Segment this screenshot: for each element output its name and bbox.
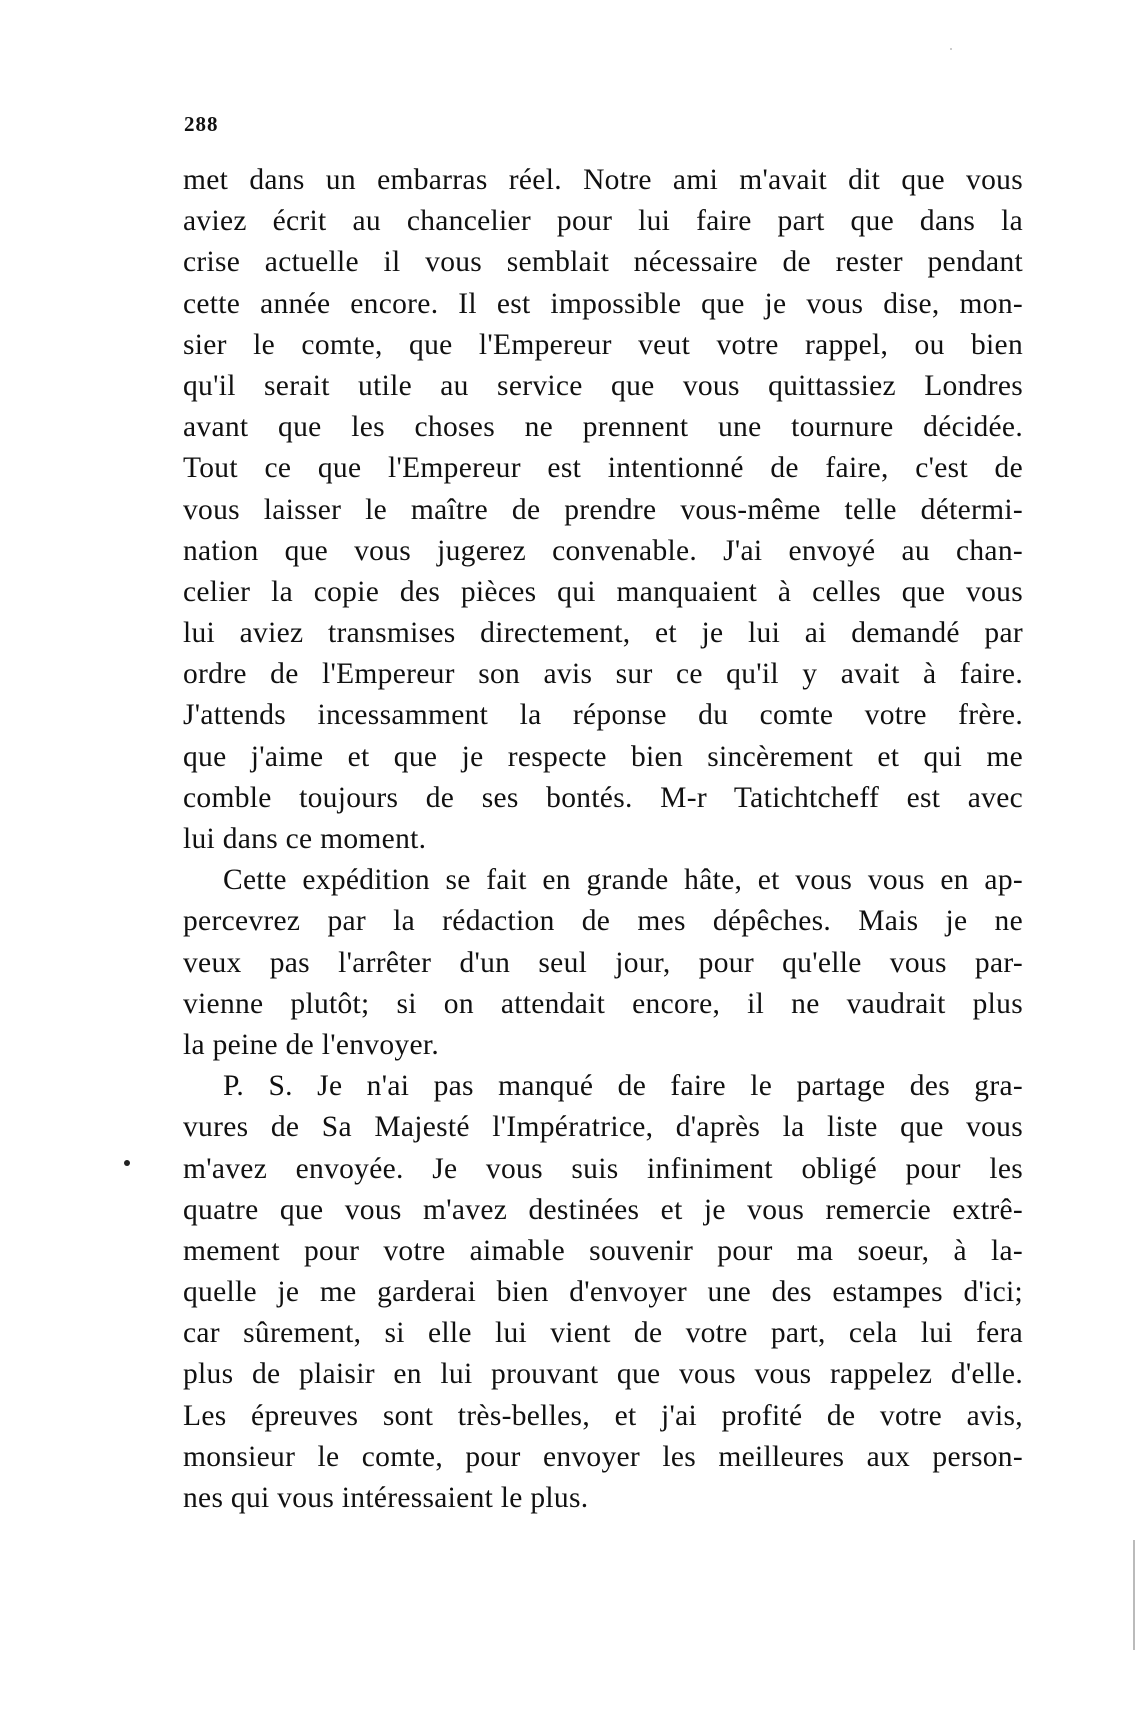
text-line: plus de plaisir en lui prouvant que vous vous rappelez d'elle. [183,1358,1023,1391]
text-line: met dans un embarras réel. Notre ami m'avait dit que vous [183,164,1023,196]
text-line: aviez écrit au chancelier pour lui faire part que dans la [183,205,1023,238]
text-line: veux pas l'arrêter d'un seul jour, pour qu'elle vous par- [183,946,1023,979]
text-line: lui aviez transmises directement, et je lui ai demandé par [183,617,1023,650]
text-line: quelle je me garderai bien d'envoyer une des estampes d'ici; [183,1276,1023,1309]
scan-edge-line [1133,1540,1135,1650]
text-line: que j'aime et que je respecte bien sincèrement et qui me [183,740,1023,773]
text-line: vures de Sa Majesté l'Impératrice, d'après la liste que vous [183,1111,1023,1144]
text-line: Cette expédition se fait en grande hâte, et vous vous en ap- [223,864,1023,897]
body-text [183,160,1023,1519]
page-number: 288 [184,112,219,136]
text-line: J'attends incessamment la réponse du comte votre frère. [183,699,1023,732]
text-line: qu'il serait utile au service que vous quittassiez Londres [183,369,1023,402]
text-line: P. S. Je n'ai pas manqué de faire le partage des gra- [223,1070,1023,1103]
text-line: la peine de l'envoyer. [183,1028,440,1061]
text-line: quatre que vous m'avez destinées et je vous remercie extrê- [183,1193,1023,1226]
text-line: car sûrement, si elle lui vient de votre part, cela lui fera [183,1317,1023,1350]
text-line: lui dans ce moment. [183,823,427,855]
text-line: vous laisser le maître de prendre vous-même telle détermi- [183,493,1023,526]
text-line: mement pour votre aimable souvenir pour ma soeur, à la- [183,1234,1023,1267]
scan-speck [950,48,952,50]
text-line: nation que vous jugerez convenable. J'ai envoyé au chan- [183,534,1023,567]
text-line: nes qui vous intéressaient le plus. [183,1482,589,1514]
text-line: ordre de l'Empereur son avis sur ce qu'il y avait à faire. [183,658,1023,691]
text-line: Les épreuves sont très-belles, et j'ai profité de votre avis, [183,1399,1023,1432]
text-line: percevrez par la rédaction de mes dépêches. Mais je ne [183,905,1023,938]
text-line: comble toujours de ses bontés. M-r Tatichtcheff est avec [183,781,1023,814]
text-line: cette année encore. Il est impossible que je vous dise, mon- [183,287,1023,320]
text-line: Tout ce que l'Empereur est intentionné de faire, c'est de [183,452,1023,485]
text-line: m'avez envoyée. Je vous suis infiniment obligé pour les [183,1152,1023,1185]
text-line: crise actuelle il vous semblait nécessaire de rester pendant [183,246,1023,279]
margin-dot [124,1160,130,1166]
text-line: celier la copie des pièces qui manquaient à celles que vous [183,575,1023,608]
text-line: monsieur le comte, pour envoyer les meilleures aux person- [183,1440,1023,1473]
text-line: avant que les choses ne prennent une tournure décidée. [183,411,1023,444]
text-line: vienne plutôt; si on attendait encore, il ne vaudrait plus [183,987,1023,1020]
text-line: sier le comte, que l'Empereur veut votre rappel, ou bien [183,328,1023,361]
